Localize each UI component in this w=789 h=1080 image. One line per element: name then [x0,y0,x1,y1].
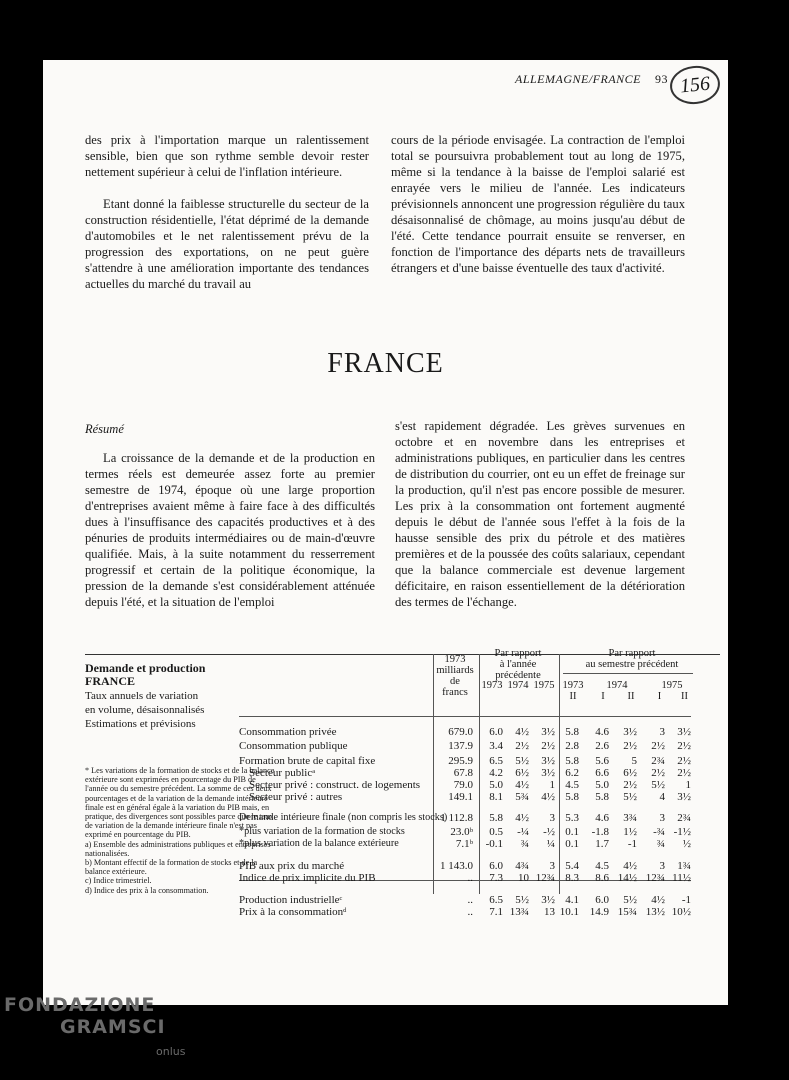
annual-change-cell: 2½ [541,740,555,752]
year-header: 1973 [562,680,584,691]
row-label: Secteur privé : autres [249,791,343,803]
annual-change-cell: 4½ [515,726,529,738]
annual-change-cell: 13¾ [509,906,529,918]
value-1973-billions: 23.0ᵇ [450,826,473,838]
semester-change-cell: 5½ [651,779,665,791]
watermark-line: onlus [156,1045,186,1058]
semester-change-cell: 2½ [651,740,665,752]
paragraph: La croissance de la demande et de la production en termes réels est demeurée assez forte au premier semestre de 1974, époque où une large proportion d'entreprises avaient même à faire face à des difficultés dues à l'insuffisance des capacités productives et à des pénuries de produits intermédiaires ou de main-d'œuvre qualifiée. Mais, à la suite notamment du resserrement progressif et certain de la politique économique, la pression de la demande s'est considérablement atténuée depuis l'été, et la situation de l'emploi [85,451,375,609]
semester-change-cell: 1¾ [677,860,691,872]
page-header [515,72,668,87]
table-subtitle: Estimations et prévisions [85,718,196,730]
top-left-column [85,132,369,292]
note: a) Ensemble des administrations publiques et entreprises nationalisées. [85,839,271,858]
table-caption [85,662,275,730]
annual-change-cell: 8.1 [489,791,503,803]
value-1973-billions: 137.9 [448,740,473,752]
value-1973-billions: 67.8 [453,767,473,779]
value-1973-billions: 149.1 [448,791,473,803]
semester-change-cell: 6.2 [565,767,579,779]
annual-change-cell: -0.1 [485,838,503,850]
note: d) Indice des prix à la consommation. [85,885,209,895]
summary-right-column [395,418,685,610]
annual-change-cell: 5.8 [489,812,503,824]
semester-change-cell: -1½ [673,826,691,838]
value-1973-billions: .. [467,894,473,906]
note: * Les variations de la formation de stocks et de la balance extérieure sont exprimées en pourcentage du PIB de l'année ou du semestre précédent. La somme de ces deux pourcentages et de la variation de la demande intérieure finale est en général égale à la variation du PIB mais, en pratique, des divergences sont possibles parce que le taux de variation de la demande intérieure finale n'est pas exprimé en pourcentage du PIB. [85,766,275,840]
annual-change-cell: 5¾ [515,791,529,803]
value-1973-billions: 679.0 [448,726,473,738]
semester-change-cell: 2.8 [565,740,579,752]
annual-change-cell: ¼ [546,838,555,850]
row-label: Secteur publicᵃ [249,767,316,779]
annual-change-cell: 7.3 [489,872,503,884]
annual-change-cell: 6.5 [489,894,503,906]
group-header-annual: Par rapport à l'année précédente [494,648,542,681]
value-1973-billions: 1 143.0 [440,860,473,872]
watermark-line: FONDAZIONE [4,994,156,1016]
annual-change-cell: 5½ [515,755,529,767]
semester-change-cell: ¾ [656,838,665,850]
annual-change-cell: 12¾ [535,872,555,884]
semester-change-cell: 1.7 [595,838,609,850]
row-label: *plus variation de la formation de stocks [239,826,405,837]
annual-change-cell: -¼ [517,826,529,838]
semester-change-cell: 4.6 [595,726,609,738]
annual-change-cell: 3.4 [489,740,503,752]
semester-change-cell: 5.3 [565,812,579,824]
table-country: FRANCE [85,674,135,688]
annual-change-cell: -½ [543,826,555,838]
semester-change-cell: 3½ [677,791,691,803]
table-subtitle: en volume, désaisonnalisés [85,704,205,716]
col-header-1973-value: 1973 milliards de francs [436,654,474,698]
semester-change-cell: 5 [631,755,637,767]
annual-change-cell: 4¾ [515,860,529,872]
table-subtitle: Taux annuels de variation [85,690,199,702]
semester-change-cell: 2.6 [595,740,609,752]
summary-left-column [85,450,375,610]
value-1973-billions: 295.9 [448,755,473,767]
semester-change-cell: 4½ [623,860,637,872]
semester-change-cell: 2½ [677,740,691,752]
annual-change-cell: 0.5 [489,826,503,838]
annual-change-cell: 7.1 [489,906,503,918]
half-header: II [627,691,635,702]
semester-change-cell: 5.6 [595,755,609,767]
top-right-column [391,132,685,276]
semester-change-cell: 5½ [623,894,637,906]
row-label: Secteur privé : construct. de logements [249,779,421,791]
annual-change-cell: 3 [549,860,555,872]
annual-change-cell: 3 [549,812,555,824]
paragraph: Etant donné la faiblesse structurelle du secteur de la construction résidentielle, l'état déprimé de la demande d'automobiles et le net ralentissement prévu de la progression des exportations, on ne peut guère s'attendre à une amélioration importante des tendances actuelles du marché du travail au [85,197,369,291]
annual-change-cell: 6.0 [489,726,503,738]
semester-change-cell: 0.1 [565,826,579,838]
value-1973-billions: 1 112.8 [440,812,473,824]
note: b) Montant effectif de la formation de stocks et de la balance extérieure. [85,858,258,877]
semester-change-cell: 14.9 [589,906,609,918]
annual-change-cell: 4½ [541,791,555,803]
annual-change-cell: ¾ [520,838,529,850]
row-label: Demande intérieure finale (non compris les stocks) [239,812,448,823]
year-header: 1974 [606,680,628,691]
semester-change-cell: 3 [659,726,665,738]
table-title: Demande et production [85,661,206,675]
half-header: II [681,691,688,702]
semester-change-cell: 3½ [623,726,637,738]
semester-change-cell: 10.1 [559,906,579,918]
semester-change-cell: 4 [659,791,665,803]
semester-change-cell: -1.8 [591,826,609,838]
semester-change-cell: 5.0 [595,779,609,791]
semester-change-cell: 6.6 [595,767,609,779]
paragraph: s'est rapidement dégradée. Les grèves survenues en octobre et en novembre dans les entreprises et administrations publiques, en particulier dans les centres de distribution du courrier, ont eu un effet de freinage sur la production, qu'il n'est pas encore possible de mesurer. Les prix à la consommation ont fortement augmenté depuis le début de l'année sous l'effet à la fois de la hausse sensible des prix du pétrole et des matières premières et de la poussée des coûts salariaux, cependant que la balance commerciale est devenue largement déficitaire, en raison essentiellement de la détérioration des termes de l'échange. [395,419,685,609]
semester-change-cell: 4.1 [565,894,579,906]
semester-change-cell: 3 [659,860,665,872]
annual-change-cell: 5.0 [489,779,503,791]
paragraph: cours de la période envisagée. La contraction de l'emploi total se poursuivra probablement tout au long de 1975, même si la tendance à la baisse de l'emploi salarié est enrayée vers le milieu de l'année. Les indicateurs prévisionnels annoncent une progression régulière du taux désaisonnalisé de chômage, au moins jusqu'au début de l'été. Cette tendance pourrait ensuite se renverser, en fonction de l'importance des départs nets de travailleurs étrangers et d'une baisse éventuelle des taux d'activité. [391,133,685,275]
semester-change-cell: 14½ [617,872,637,884]
semester-change-cell: 5.8 [565,726,579,738]
group-header-rule [563,673,693,674]
watermark-line: GRAMSCI [60,1016,166,1038]
half-header: I [601,691,605,702]
page-number: 93 [655,72,668,86]
annual-change-cell: 3½ [541,767,555,779]
annual-change-cell: 10 [518,872,529,884]
semester-change-cell: 5.8 [565,755,579,767]
value-1973-billions: 7.1ᵇ [455,838,473,850]
paragraph: des prix à l'importation marque un ralentissement sensible, bien que son rythme semble devoir rester nettement supérieur à celui de l'inflation intérieure. [85,133,369,179]
semester-change-cell: 2½ [677,767,691,779]
semester-change-cell: 2¾ [677,812,691,824]
row-label: Consommation privée [239,726,337,738]
half-header: I [657,691,662,702]
annual-change-cell: 3½ [541,726,555,738]
note: c) Indice trimestriel. [85,876,152,886]
semester-change-cell: 5.4 [565,860,579,872]
semester-change-cell: ½ [682,838,691,850]
annual-change-cell: 6.5 [489,755,503,767]
value-1973-billions: 79.0 [453,779,473,791]
semester-change-cell: 2½ [623,740,637,752]
annual-change-cell: 3½ [541,755,555,767]
semester-change-cell: 5.8 [565,791,579,803]
annual-change-cell: 4½ [515,812,529,824]
annual-change-cell: 6.0 [489,860,503,872]
year-header: 1973 [481,680,503,691]
row-label: Production industrielleᶜ [239,894,343,906]
semester-change-cell: 15¾ [617,906,637,918]
running-title: ALLEMAGNE/FRANCE [515,72,641,86]
semester-change-cell: 1½ [623,826,637,838]
row-label: Consommation publique [239,740,348,752]
semester-change-cell: 2½ [677,755,691,767]
semester-change-cell: 8.6 [595,872,609,884]
semester-change-cell: 3 [659,812,665,824]
value-1973-billions: .. [467,906,473,918]
semester-change-cell: 11½ [672,872,691,884]
year-header: 1975 [533,680,555,691]
archive-stamp: 156 [668,63,722,106]
annual-change-cell: 4½ [515,779,529,791]
semester-change-cell: 4.5 [565,779,579,791]
annual-change-cell: 1 [549,779,555,791]
semester-change-cell: 5½ [623,791,637,803]
semester-change-cell: -1 [681,894,691,906]
value-1973-billions: .. [467,872,473,884]
semester-change-cell: 2¾ [651,755,665,767]
semester-change-cell: -¾ [653,826,665,838]
section-title: FRANCE [327,348,444,379]
semester-change-cell: 13½ [645,906,665,918]
semester-change-cell: 10½ [671,906,691,918]
year-header: 1975 [661,680,683,691]
annual-change-cell: 13 [544,906,555,918]
row-label: Indice de prix implicite du PIB [239,872,376,884]
semester-change-cell: 4½ [651,894,665,906]
semester-change-cell: -1 [627,838,637,850]
semester-change-cell: 1 [685,779,691,791]
semester-change-cell: 8.3 [565,872,579,884]
semester-change-cell: 5.8 [595,791,609,803]
row-label: *plus variation de la balance extérieure [239,838,399,849]
semester-change-cell: 12¾ [645,872,665,884]
semester-change-cell: 6.0 [595,894,609,906]
semester-change-cell: 4.6 [595,812,609,824]
annual-change-cell: 5½ [515,894,529,906]
half-header: II [569,691,577,702]
semester-change-cell: 6½ [623,767,637,779]
semester-change-cell: 0.1 [565,838,579,850]
table-notes [85,766,275,895]
document-page [43,60,728,1005]
semester-change-cell: 3½ [677,726,691,738]
semester-change-cell: 2½ [651,767,665,779]
header-rule [239,716,691,717]
annual-change-cell: 2½ [515,740,529,752]
fondazione-gramsci-watermark [4,994,185,1063]
year-header: 1974 [507,680,529,691]
row-label: PIB aux prix du marché [239,860,345,872]
annual-change-cell: 3½ [541,894,555,906]
row-label: Prix à la consommationᵈ [239,906,347,918]
row-label: Formation brute de capital fixe [239,755,376,767]
subheading: Résumé [85,422,124,436]
semester-change-cell: 4.5 [595,860,609,872]
semester-change-cell: 3¾ [623,812,637,824]
group-header-semester: Par rapport au semestre précédent [585,648,679,670]
semester-change-cell: 2½ [623,779,637,791]
annual-change-cell: 6½ [515,767,529,779]
annual-change-cell: 4.2 [489,767,503,779]
